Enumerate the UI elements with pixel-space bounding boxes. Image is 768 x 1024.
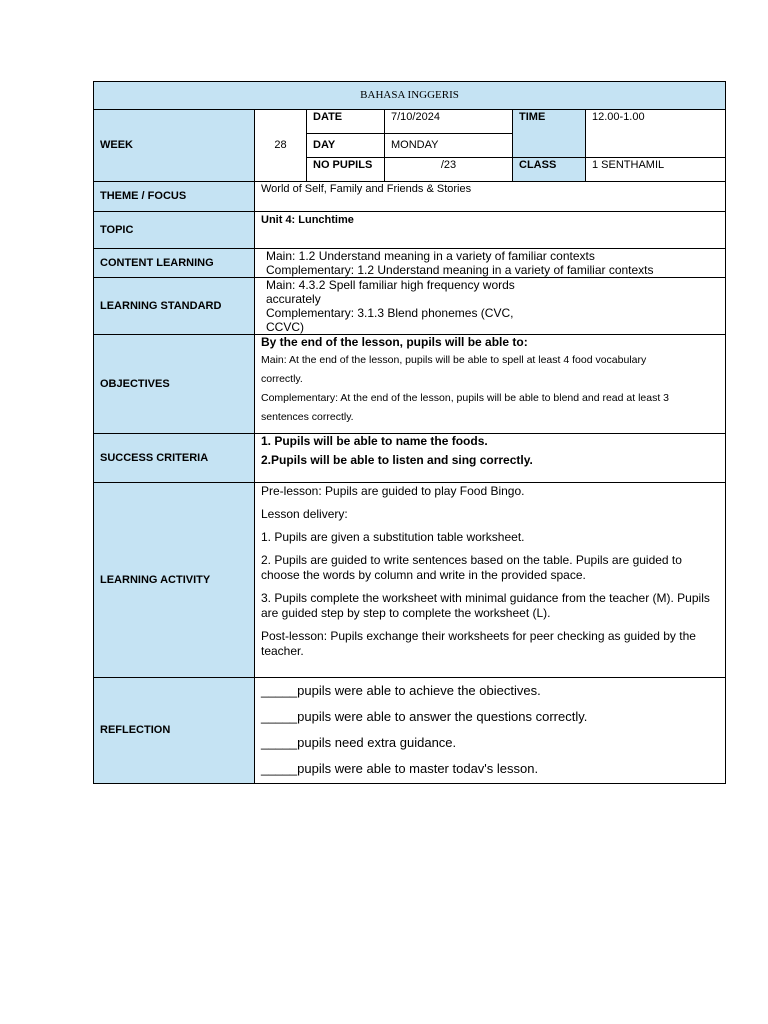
class-label: CLASS [513, 158, 586, 182]
reflection-label: REFLECTION [94, 678, 255, 784]
reflection-line-3: _____pupils need extra guidance. [261, 735, 457, 750]
reflection-line-4: _____pupils were able to master todav's lesson. [261, 761, 539, 776]
success-criteria-label: SUCCESS CRITERIA [94, 434, 255, 483]
standard-comp-2: CCVC) [266, 320, 304, 334]
activity-step-2: 2. Pupils are guided to write sentences based on the table. Pupils are guided to choose the words by column and write in the provided space. [261, 553, 682, 582]
time-value: 12.00-1.00 [586, 110, 726, 158]
content-learning-value [255, 249, 726, 278]
content-complementary: Complementary: 1.2 Understand meaning in a variety of familiar contexts [266, 263, 654, 277]
subject-title: BAHASA INGGERIS [94, 82, 726, 110]
objectives-value [255, 335, 726, 434]
standard-main-1: Main: 4.3.2 Spell familiar high frequency words [266, 278, 515, 292]
week-value: 28 [255, 110, 307, 182]
standard-main-2: accurately [266, 292, 321, 306]
objectives-label: OBJECTIVES [94, 335, 255, 434]
date-label: DATE [307, 110, 385, 134]
time-label: TIME [513, 110, 586, 158]
lesson-plan-table [93, 81, 726, 784]
reflection-line-1: _____pupils were able to achieve the obiectives. [261, 683, 541, 698]
week-label: WEEK [94, 110, 255, 182]
activity-post-lesson: Post-lesson: Pupils exchange their worksheets for peer checking as guided by the teacher. [261, 629, 696, 658]
theme-value: World of Self, Family and Friends & Stories [255, 182, 726, 212]
objective-comp-1: Complementary: At the end of the lesson, pupils will be able to blend and read at least 3 [261, 392, 670, 404]
success-criteria-1: 1. Pupils will be able to name the foods. [261, 434, 488, 448]
objective-main-2: correctly. [261, 373, 303, 385]
success-criteria-2: 2.Pupils will be able to listen and sing correctly. [261, 453, 533, 467]
content-main: Main: 1.2 Understand meaning in a variety of familiar contexts [266, 249, 595, 263]
topic-value: Unit 4: Lunchtime [255, 212, 726, 249]
learning-activity-label: LEARNING ACTIVITY [94, 483, 255, 678]
lesson-plan [93, 81, 725, 784]
content-learning-label: CONTENT LEARNING [94, 249, 255, 278]
theme-label: THEME / FOCUS [94, 182, 255, 212]
date-value: 7/10/2024 [385, 110, 513, 134]
learning-standard-label: LEARNING STANDARD [94, 278, 255, 335]
pupils-value: /23 [385, 158, 513, 182]
reflection-value [255, 678, 726, 784]
objective-comp-2: sentences correctly. [261, 411, 354, 423]
standard-comp-1: Complementary: 3.1.3 Blend phonemes (CVC, [266, 306, 514, 320]
objective-main-1: Main: At the end of the lesson, pupils will be able to spell at least 4 food vocabulary [261, 354, 647, 366]
activity-step-1: 1. Pupils are given a substitution table worksheet. [261, 530, 525, 544]
class-value: 1 SENTHAMIL [586, 158, 726, 182]
activity-pre-lesson: Pre-lesson: Pupils are guided to play Food Bingo. [261, 484, 525, 498]
topic-label: TOPIC [94, 212, 255, 249]
activity-step-3: 3. Pupils complete the worksheet with minimal guidance from the teacher (M). Pupils are guided step by step to complete the worksheet (L). [261, 591, 710, 620]
learning-activity-value [255, 483, 726, 678]
day-value: MONDAY [385, 134, 513, 158]
objectives-heading: By the end of the lesson, pupils will be able to: [261, 335, 528, 349]
pupils-label: NO PUPILS [307, 158, 385, 182]
activity-delivery-heading: Lesson delivery: [261, 507, 348, 521]
reflection-line-2: _____pupils were able to answer the questions correctly. [261, 709, 588, 724]
success-criteria-value [255, 434, 726, 483]
learning-standard-value [255, 278, 726, 335]
day-label: DAY [307, 134, 385, 158]
